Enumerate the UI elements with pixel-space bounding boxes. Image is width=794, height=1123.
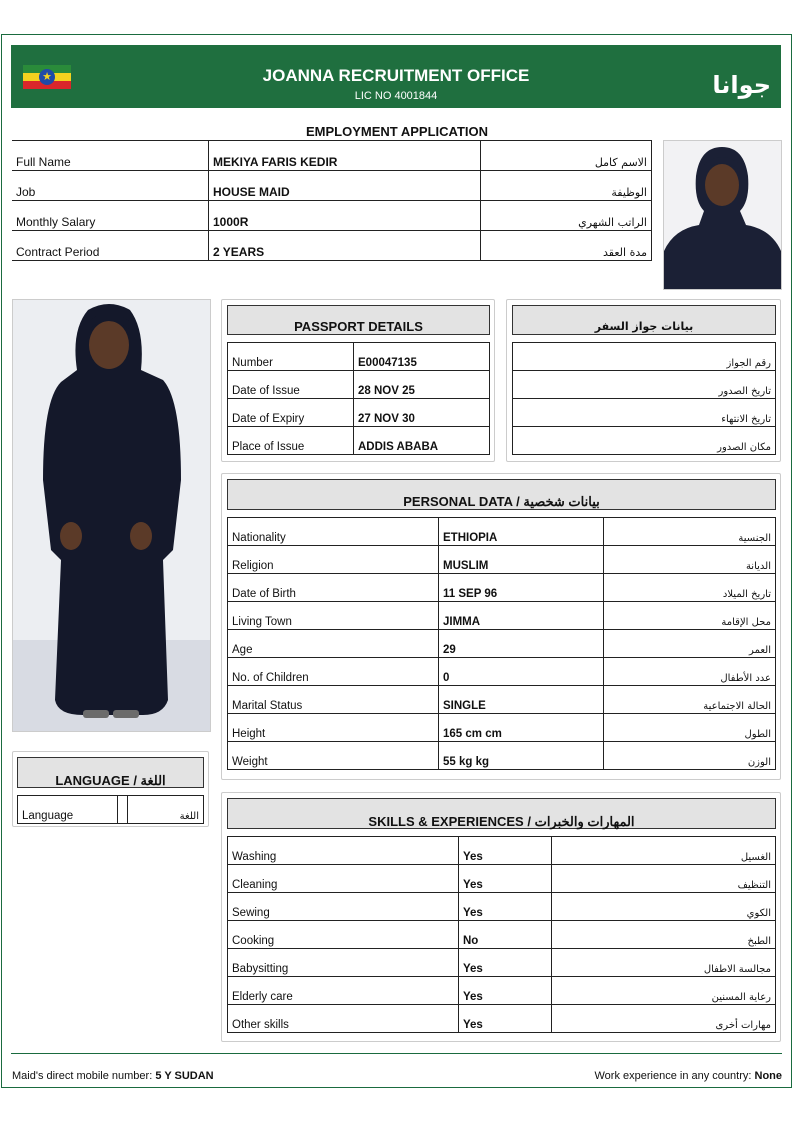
- portrait-photo: [663, 140, 782, 290]
- table-row: [12, 141, 652, 171]
- row-value: 29: [439, 630, 604, 658]
- table-row: [228, 714, 776, 742]
- row-label: Date of Issue: [228, 371, 354, 399]
- table-row: [228, 343, 490, 371]
- row-label: Nationality: [228, 518, 439, 546]
- row-value: 165 cm cm: [439, 714, 604, 742]
- row-value: E00047135: [354, 343, 490, 371]
- personal-table: [227, 517, 776, 770]
- passport-arabic-title: بيانات جواز السفر: [512, 305, 776, 335]
- passport-table: [227, 342, 490, 455]
- table-row: [228, 574, 776, 602]
- language-title: LANGUAGE / اللغة: [17, 757, 204, 788]
- row-label: Height: [228, 714, 439, 742]
- row-value: MEKIYA FARIS KEDIR: [209, 141, 481, 171]
- mobile-label: Maid's direct mobile number:: [12, 1070, 153, 1082]
- row-label: Cooking: [228, 921, 459, 949]
- row-label: Date of Birth: [228, 574, 439, 602]
- office-name: JOANNA RECRUITMENT OFFICE: [262, 66, 530, 85]
- row-value: No: [459, 921, 552, 949]
- table-row: [228, 518, 776, 546]
- row-label: Contract Period: [12, 231, 209, 261]
- personal-title: PERSONAL DATA / بيانات شخصية: [227, 479, 776, 510]
- mobile-number-line: [12, 1070, 214, 1082]
- experience-label: Work experience in any country:: [594, 1070, 752, 1082]
- row-value: Yes: [459, 949, 552, 977]
- skills-title: SKILLS & EXPERIENCES / المهارات والخبرات: [227, 798, 776, 829]
- row-arabic: الراتب الشهري: [481, 201, 652, 231]
- table-row: [12, 171, 652, 201]
- row-arabic: الحالة الاجتماعية: [604, 686, 776, 714]
- form-title: EMPLOYMENT APPLICATION: [306, 124, 488, 139]
- row-arabic: تاريخ الانتهاء: [513, 399, 776, 427]
- row-arabic: مكان الصدور: [513, 427, 776, 455]
- row-value: Yes: [459, 893, 552, 921]
- table-row: [228, 742, 776, 770]
- language-table: [17, 795, 204, 824]
- row-arabic: العمر: [604, 630, 776, 658]
- row-arabic: الوزن: [604, 742, 776, 770]
- office-arabic-name: جوانا: [712, 71, 771, 99]
- row-label: Religion: [228, 546, 439, 574]
- row-value: 27 NOV 30: [354, 399, 490, 427]
- row-value: Yes: [459, 1005, 552, 1033]
- row-arabic: الوظيفة: [481, 171, 652, 201]
- table-row: [18, 796, 204, 824]
- row-label: Weight: [228, 742, 439, 770]
- row-value: JIMMA: [439, 602, 604, 630]
- row-value: ETHIOPIA: [439, 518, 604, 546]
- row-arabic: الديانة: [604, 546, 776, 574]
- row-arabic: الجنسية: [604, 518, 776, 546]
- full-body-photo: [12, 299, 211, 732]
- table-row: [513, 343, 776, 371]
- table-row: [12, 231, 652, 261]
- row-arabic: رقم الجواز: [513, 343, 776, 371]
- row-label: Marital Status: [228, 686, 439, 714]
- row-label: Job: [12, 171, 209, 201]
- row-label: Cleaning: [228, 865, 459, 893]
- skills-table: [227, 836, 776, 1033]
- license-number: LIC NO 4001844: [354, 90, 438, 102]
- ethiopia-flag-icon: ★: [23, 65, 71, 89]
- row-arabic: مجالسة الاطفال: [552, 949, 776, 977]
- row-label: No. of Children: [228, 658, 439, 686]
- table-row: [12, 201, 652, 231]
- table-row: [228, 865, 776, 893]
- row-label: Age: [228, 630, 439, 658]
- row-label: Sewing: [228, 893, 459, 921]
- row-value: Yes: [459, 865, 552, 893]
- table-row: [228, 949, 776, 977]
- table-row: [513, 427, 776, 455]
- row-value: HOUSE MAID: [209, 171, 481, 201]
- table-row: [228, 893, 776, 921]
- language-arabic: اللغة: [128, 796, 204, 824]
- table-row: [228, 546, 776, 574]
- table-row: [228, 630, 776, 658]
- language-label: Language: [18, 796, 118, 824]
- passport-arabic-table: [512, 342, 776, 455]
- table-row: [228, 921, 776, 949]
- row-arabic: مدة العقد: [481, 231, 652, 261]
- row-label: Place of Issue: [228, 427, 354, 455]
- experience-value: None: [754, 1070, 782, 1082]
- row-arabic: تاريخ الصدور: [513, 371, 776, 399]
- row-arabic: رعاية المسنين: [552, 977, 776, 1005]
- row-value: 1000R: [209, 201, 481, 231]
- table-row: [228, 658, 776, 686]
- row-arabic: مهارات أخرى: [552, 1005, 776, 1033]
- table-row: [228, 837, 776, 865]
- work-experience-line: [595, 1070, 783, 1082]
- table-row: [228, 371, 490, 399]
- passport-title: PASSPORT DETAILS: [227, 305, 490, 335]
- row-value: SINGLE: [439, 686, 604, 714]
- table-row: [228, 977, 776, 1005]
- row-arabic: الكوي: [552, 893, 776, 921]
- table-row: [228, 1005, 776, 1033]
- table-row: [228, 602, 776, 630]
- table-row: [513, 371, 776, 399]
- row-label: Babysitting: [228, 949, 459, 977]
- table-row: [513, 399, 776, 427]
- row-label: Washing: [228, 837, 459, 865]
- row-arabic: الطول: [604, 714, 776, 742]
- row-arabic: عدد الأطفال: [604, 658, 776, 686]
- table-row: [228, 427, 490, 455]
- row-label: Living Town: [228, 602, 439, 630]
- row-value: 2 YEARS: [209, 231, 481, 261]
- row-label: Elderly care: [228, 977, 459, 1005]
- row-value: 11 SEP 96: [439, 574, 604, 602]
- footer-divider: [11, 1053, 782, 1054]
- row-value: Yes: [459, 977, 552, 1005]
- row-value: Yes: [459, 837, 552, 865]
- row-value: 28 NOV 25: [354, 371, 490, 399]
- row-label: Other skills: [228, 1005, 459, 1033]
- row-arabic: محل الإقامة: [604, 602, 776, 630]
- mobile-value: 5 Y SUDAN: [155, 1070, 214, 1082]
- row-value: 55 kg kg: [439, 742, 604, 770]
- row-arabic: تاريخ الميلاد: [604, 574, 776, 602]
- header-bar: [11, 45, 781, 108]
- row-arabic: الغسيل: [552, 837, 776, 865]
- row-value: ADDIS ABABA: [354, 427, 490, 455]
- row-label: Monthly Salary: [12, 201, 209, 231]
- row-label: Number: [228, 343, 354, 371]
- row-value: 0: [439, 658, 604, 686]
- row-label: Date of Expiry: [228, 399, 354, 427]
- row-arabic: التنظيف: [552, 865, 776, 893]
- row-arabic: الطبخ: [552, 921, 776, 949]
- row-label: Full Name: [12, 141, 209, 171]
- row-arabic: الاسم كامل: [481, 141, 652, 171]
- table-row: [228, 686, 776, 714]
- summary-table: [12, 140, 652, 261]
- table-row: [228, 399, 490, 427]
- row-value: MUSLIM: [439, 546, 604, 574]
